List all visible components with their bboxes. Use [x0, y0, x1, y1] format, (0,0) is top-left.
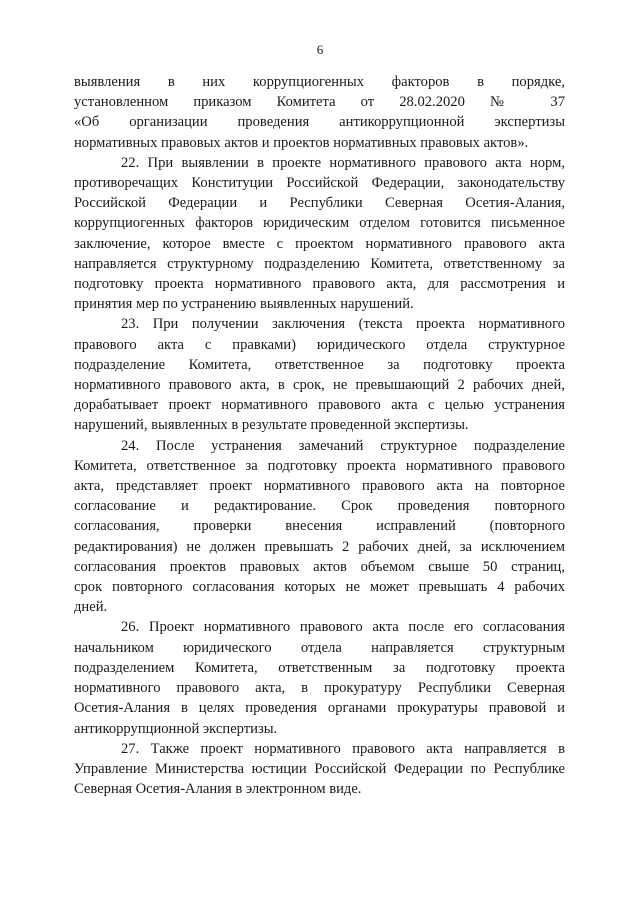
text-line: нарушений, выявленных в результате проведенной экспертизы. — [74, 417, 469, 434]
document-body — [74, 72, 565, 799]
text-line: нормативного правового акта, в прокуратуру Республики Северная — [74, 680, 565, 697]
text-line: согласования, проверки внесения исправлений (повторного — [74, 518, 565, 535]
text-line: антикоррупционной экспертизы. — [74, 720, 278, 737]
text-line: 22. При выявлении в проекте нормативного правового акта норм, — [121, 154, 565, 171]
text-line: срок повторного согласования которых не может превышать 4 рабочих — [74, 579, 565, 596]
text-line: установленном приказом Комитета от 28.02.2020 № 37 — [74, 94, 565, 111]
text-line: подразделение Комитета, ответственное за подготовку проекта — [74, 356, 565, 373]
text-line: Северная Осетия-Алания в электронном виде. — [74, 781, 362, 798]
text-line: выявления в них коррупциогенных факторов в порядке, — [74, 74, 565, 90]
text-line: Управление Министерства юстиции Российской Федерации по Республике — [74, 760, 565, 777]
text-line: дней. — [74, 599, 108, 616]
text-line: 27. Также проект нормативного правового акта направляется в — [121, 740, 565, 757]
text-line: Осетия-Алания в целях проведения органами прокуратуры правовой и — [74, 700, 565, 717]
text-line: Комитета, ответственное за подготовку проекта нормативного правового — [74, 457, 565, 474]
text-line: направляется структурному подразделению Комитета, ответственному за — [74, 255, 565, 272]
text-line: противоречащих Конституции Российской Федерации, законодательству — [74, 175, 565, 192]
text-line: нормативных правовых актов и проектов нормативных правовых актов». — [74, 134, 529, 151]
text-line: Российской Федерации и Республики Северная Осетия-Алания, — [74, 195, 565, 212]
paragraph-item-22 — [74, 153, 565, 315]
text-line: «Об организации проведения антикоррупционной экспертизы — [74, 114, 565, 131]
text-line: редактирования) не должен превышать 2 рабочих дней, за исключением — [74, 538, 565, 555]
text-line: нормативного правового акта, в срок, не превышающий 2 рабочих дней, — [74, 377, 565, 394]
text-line: правового акта с правками) юридического отдела структурное — [74, 336, 565, 353]
text-line: согласование и редактирование. Срок проведения повторного — [74, 498, 565, 515]
paragraph-item-26 — [74, 617, 565, 738]
paragraph-item-24 — [74, 436, 565, 618]
text-line: подготовку проекта нормативного правового акта, для рассмотрения и — [74, 276, 565, 293]
text-line: 24. После устранения замечаний структурное подразделение — [121, 437, 565, 454]
text-line: акта, представляет проект нормативного правового акта на повторное — [74, 478, 565, 495]
page-number: 6 — [316, 42, 324, 57]
text-line: согласования проектов правовых актов объемом свыше 50 страниц, — [74, 558, 565, 575]
text-line: заключение, которое вместе с проектом нормативного правового акта — [74, 235, 565, 252]
text-line: дорабатывает проект нормативного правового акта с целью устранения — [74, 397, 565, 414]
paragraph-continuation — [74, 72, 565, 153]
text-line: принятия мер по устранению выявленных нарушений. — [74, 296, 414, 313]
text-line: подразделением Комитета, ответственным за подготовку проекта — [74, 659, 565, 676]
text-line: 26. Проект нормативного правового акта после его согласования — [121, 619, 565, 636]
paragraph-item-23 — [74, 314, 565, 435]
text-line: 23. При получении заключения (текста проекта нормативного — [121, 316, 565, 333]
text-line: коррупциогенных факторов юридическим отделом готовится письменное — [74, 215, 565, 232]
text-line: начальником юридического отдела направляется структурным — [74, 639, 565, 656]
paragraph-item-27 — [74, 739, 565, 800]
